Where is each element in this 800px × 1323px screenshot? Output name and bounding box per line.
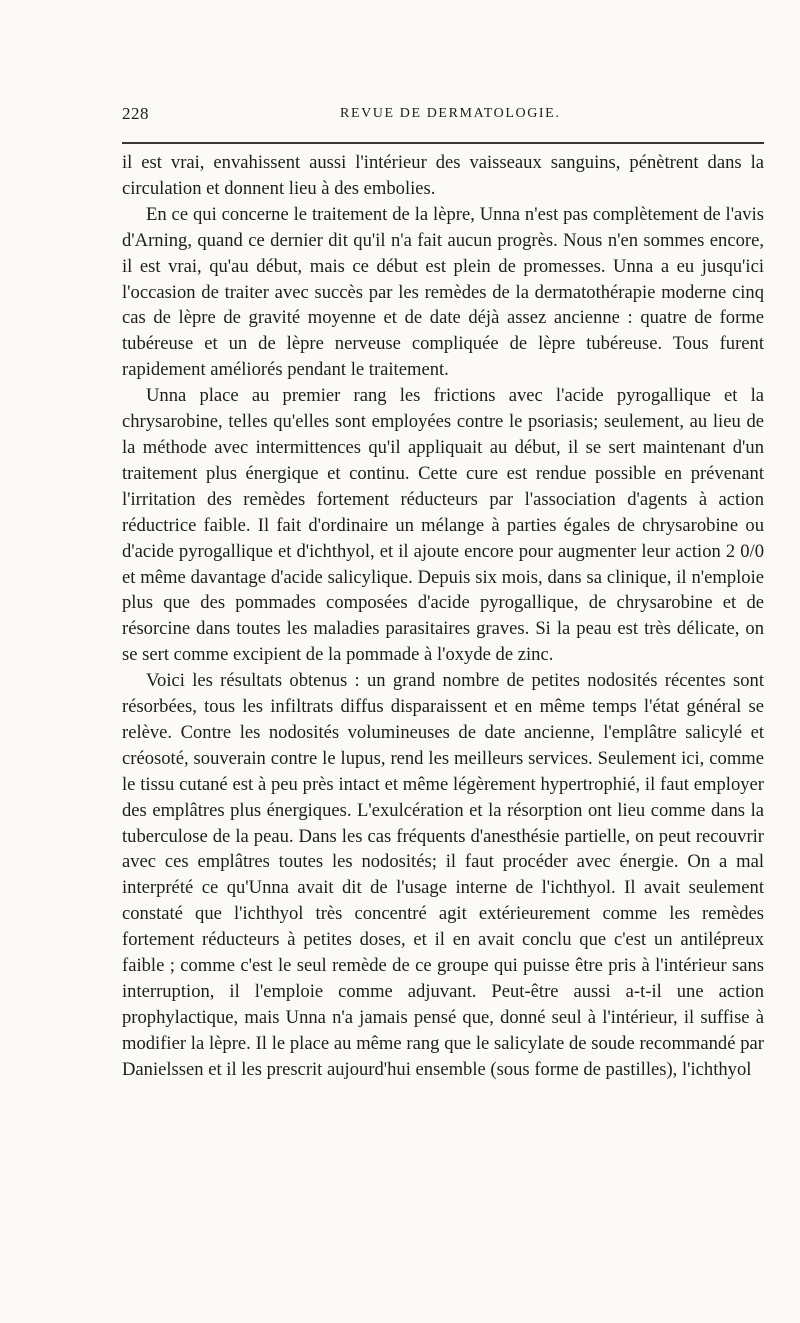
- paragraph-treatment: En ce qui concerne le traitement de la lèpre, Unna n'est pas complètement de l'avis d'Arning, quand ce dernier dit qu'il n'a fait aucun progrès. Nous n'en sommes encore, il est vrai, qu'au début, mais ce début est plein de promesses. Unna a eu jusqu'ici l'occasion de traiter avec succès par les remèdes de la dermatothérapie moderne cinq cas de lèpre de gravité moyenne et de date déjà assez ancienne : quatre de forme tubéreuse et un de lèpre nerveuse compliquée de lèpre tubéreuse. Tous furent rapidement améliorés pendant le traitement.: [122, 203, 764, 381]
- page-header: [122, 104, 762, 130]
- paragraph-results: Voici les résultats obtenus : un grand nombre de petites nodosités récentes sont résorbées, tous les infiltrats diffus disparaissent et en même temps l'état général se relève. Contre les nodosités volumineuses de date ancienne, l'emplâtre salicylé et créosoté, souverain contre le lupus, rend les meilleurs services. Seulement ici, comme le tissu cutané est à peu près intact et même légèrement hypertrophié, il faut employer des emplâtres plus énergiques. L'exulcération et la résorption ont lieu comme dans la tuberculose de la peau. Dans les cas fréquents d'anesthésie partielle, on peut recouvrir avec ces emplâtres toutes les nodosités; il faut procéder avec énergie. On a mal interprété ce qu'Unna avait dit de l'usage interne de l'ichthyol. Il avait seulement constaté que l'ichthyol très concentré agit extérieurement comme les remèdes fortement réducteurs à petites doses, et il en avait conclu que c'est un antilépreux faible ; comme c'est le seul remède de ce groupe qui puisse être pris à l'intérieur sans interruption, il l'emploie comme adjuvant. Peut-être aussi a-t-il une action prophylactique, mais Unna n'a jamais pensé que, donné seul à l'intérieur, il suffise à modifier la lèpre. Il le place au même rang que le salicylate de soude recommandé par Danielssen et il les prescrit aujourd'hui ensemble (sous forme de pastilles), l'ichthyol: [122, 670, 764, 1080]
- paragraph-frictions: Unna place au premier rang les frictions avec l'acide pyrogallique et la chrysarobine, telles qu'elles sont employées contre le psoriasis; seulement, au lieu de la méthode avec intermittences qu'il appliquait au début, il se sert maintenant d'un traitement plus énergique et continu. Cette cure est rendue possible en prévenant l'irritation des remèdes fortement réducteurs par l'association d'agents à action réductrice faible. Il fait d'ordinaire un mélange à parties égales de chrysarobine ou d'acide pyrogallique et d'ichthyol, et il ajoute encore pour augmenter leur action 2 0/0 et même davantage d'acide salicylique. Depuis six mois, dans sa clinique, il n'emploie plus que des pommades composées d'acide pyrogallique, de chrysarobine et de résorcine dans toutes les maladies parasitaires graves. Si la peau est très délicate, on se sert comme excipient de la pommade à l'oxyde de zinc.: [122, 385, 764, 666]
- page-number: 228: [122, 104, 149, 123]
- header-rule: [122, 142, 764, 144]
- paragraph-continuation: il est vrai, envahissent aussi l'intérieur des vaisseaux sanguins, pénètrent dans la circulation et donnent lieu à des embolies.: [122, 152, 764, 199]
- running-title: REVUE DE DERMATOLOGIE.: [340, 106, 561, 121]
- body-text: [122, 150, 764, 1083]
